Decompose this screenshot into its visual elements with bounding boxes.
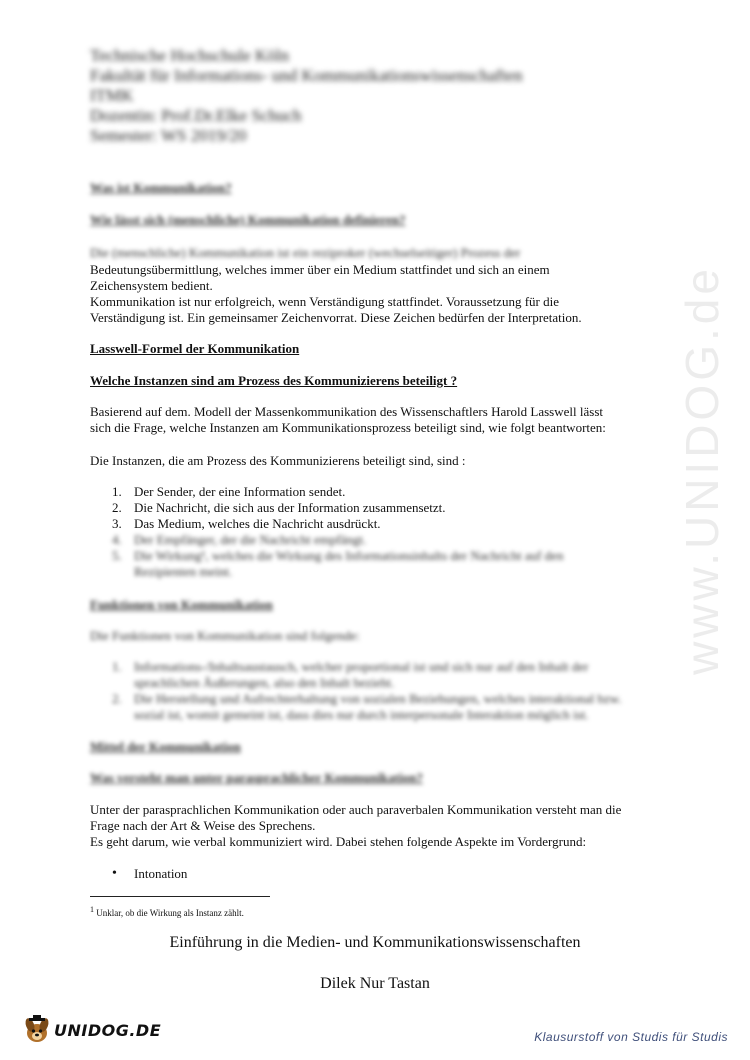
author-name: Dilek Nur Tastan xyxy=(320,975,430,992)
list-item: 1. Der Sender, der eine Information sendet. xyxy=(112,484,346,499)
paragraph-line: Frage nach der Art & Weise des Sprechens. xyxy=(90,818,316,833)
logo-text: UNIDOG.DE xyxy=(54,1020,162,1040)
list-item: 5. Die Wirkung¹, welches die Wirkung des Informationsinhalts der Nachricht auf den xyxy=(112,548,564,563)
header-line: Fakultät für Informations- und Kommunikationswissenschaften xyxy=(90,66,523,85)
instances-intro: Die Instanzen, die am Prozess des Kommunizierens beteiligt sind, sind : xyxy=(90,453,466,468)
section-heading: Funktionen von Kommunikation xyxy=(90,597,273,612)
paragraph-line: Verständigung ist. Ein gemeinsamer Zeichenvorrat. Diese Zeichen bedürfen der Interpretation. xyxy=(90,310,582,325)
paragraph-line: Basierend auf dem. Modell der Massenkommunikation des Wissenschaftlers Harold Lasswell lässt xyxy=(90,404,603,419)
list-item: • Intonation xyxy=(112,866,188,881)
list-item: sozial ist, womit gemeint ist, dass dies nur durch interpersonale Interaktion möglich ist. xyxy=(134,707,589,722)
paragraph-line: Zeichensystem bedient. xyxy=(90,278,213,293)
footnote-text: Unklar, ob die Wirkung als Instanz zählt. xyxy=(96,908,244,918)
functions-list xyxy=(112,659,622,723)
dog-icon xyxy=(22,1015,52,1045)
paragraph-line: Bedeutungsübermittlung, welches immer über ein Medium stattfindet und sich an einem xyxy=(90,262,550,277)
header-line: Dozentin: Prof.Dr.Elke Schuch xyxy=(90,106,302,125)
footnote-marker: 1 xyxy=(90,905,94,914)
header-line: Semester: WS 2019/20 xyxy=(90,126,247,145)
unidog-watermark: www.UNIDOG.de xyxy=(676,265,728,675)
list-item: 2. Die Nachricht, die sich aus der Information zusammensetzt. xyxy=(112,500,446,515)
header-line: Technische Hochschule Köln xyxy=(90,46,289,65)
list-item: 2. Die Herstellung und Aufrechterhaltung von sozialen Beziehungen, welches interaktional bzw. xyxy=(112,691,622,706)
paragraph-line: Unter der parasprachlichen Kommunikation oder auch paraverbalen Kommunikation versteht man die xyxy=(90,802,622,817)
list-item: Rezipienten meint. xyxy=(134,564,233,579)
paragraph-line: sich die Frage, welche Instanzen am Kommunikationsprozess beteiligt sind, wie folgt beantworten: xyxy=(90,420,606,435)
lasswell-paragraph xyxy=(90,404,680,436)
aspects-list xyxy=(112,866,187,882)
footnote xyxy=(90,904,244,919)
section-subheading: Was versteht man unter parasprachlicher Kommunikation? xyxy=(90,770,423,785)
section-subheading: Wie lässt sich (menschliche) Kommunikation definieren? xyxy=(90,212,406,227)
footnote-divider xyxy=(90,896,270,897)
instances-list xyxy=(112,484,563,580)
paragraph-line: Kommunikation ist nur erfolgreich, wenn Verständigung stattfindet. Voraussetzung für die xyxy=(90,294,559,309)
section-heading: Mittel der Kommunikation xyxy=(90,739,241,754)
list-item: sprachlichen Äußerungen, also den Inhalt bezieht. xyxy=(134,675,395,690)
blurred-list-items xyxy=(112,532,563,580)
list-item: 3. Das Medium, welches die Nachricht ausdrückt. xyxy=(112,516,381,531)
section-heading: Was ist Kommunikation? xyxy=(90,180,232,195)
paragraph-line: Es geht darum, wie verbal kommuniziert wird. Dabei stehen folgende Aspekte im Vordergrund: xyxy=(90,834,587,849)
bullet-icon: • xyxy=(112,866,117,881)
definition-paragraph xyxy=(90,262,680,326)
tagline: Klausurstoff von Studis für Studis xyxy=(534,1030,728,1044)
paragraph-line-blurred: Die (menschliche) Kommunikation ist ein reziproker (wechselseitiger) Prozess der xyxy=(90,245,521,260)
header-line: ITMK xyxy=(90,86,134,105)
section-heading: Lasswell-Formel der Kommunikation xyxy=(90,341,300,356)
paralinguistic-paragraph xyxy=(90,802,680,850)
course-title: Einführung in die Medien- und Kommunikationswissenschaften xyxy=(169,934,581,951)
list-item: 4. Der Empfänger, der die Nachricht empfängt. xyxy=(112,532,367,547)
functions-intro: Die Funktionen von Kommunikation sind folgende: xyxy=(90,628,360,643)
list-item: 1. Informations-/Inhaltsaustausch, welcher proportional ist und sich nur auf den Inhalt der xyxy=(112,659,589,674)
unidog-logo[interactable] xyxy=(22,1014,161,1046)
document-header xyxy=(90,46,522,146)
section-subheading: Welche Instanzen sind am Prozess des Kommunizierens beteiligt ? xyxy=(90,373,458,388)
